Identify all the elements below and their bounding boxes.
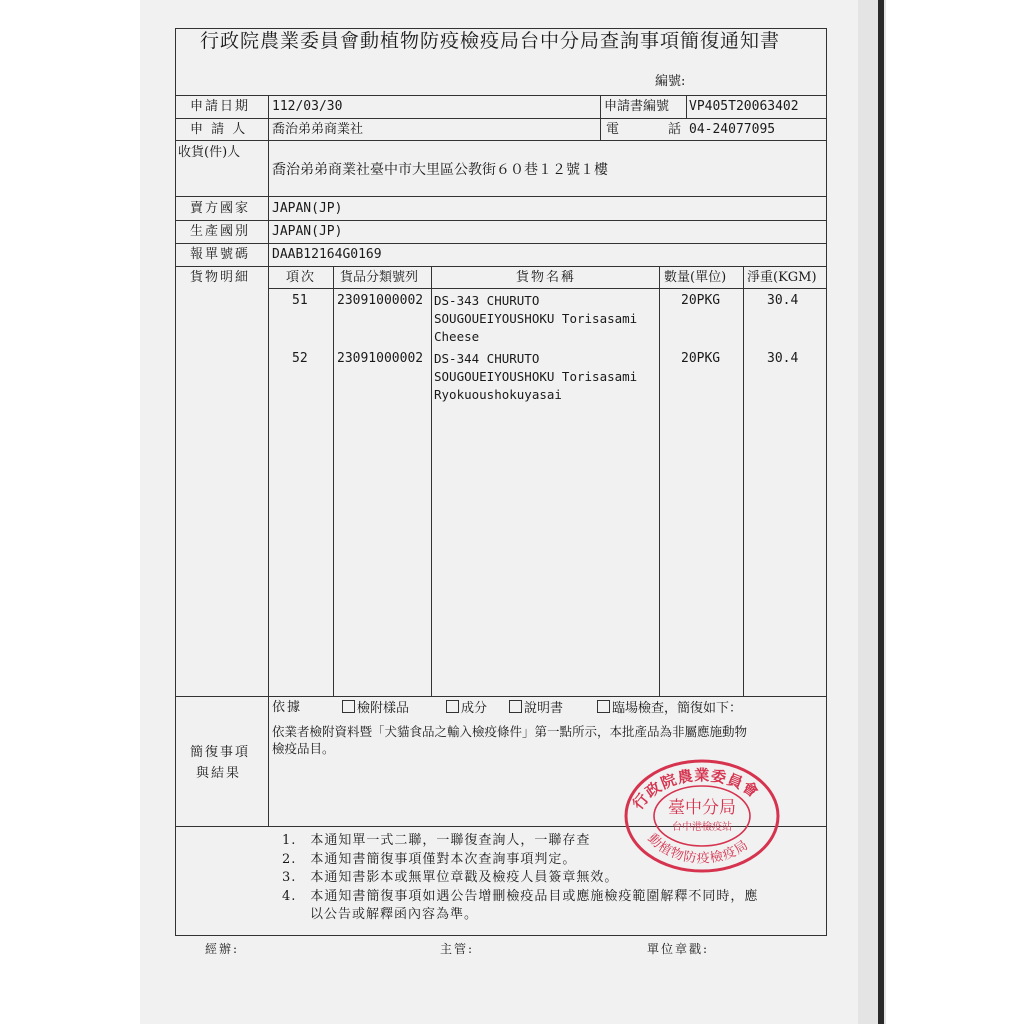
col-header-name: 貨物名稱 bbox=[516, 270, 577, 285]
row-item: 51 bbox=[292, 293, 308, 308]
col-divider bbox=[600, 95, 601, 140]
origin-country-value: JAPAN(JP) bbox=[272, 224, 343, 239]
row-weight: 30.4 bbox=[767, 351, 799, 366]
checkbox[interactable] bbox=[446, 700, 459, 713]
declaration-value: DAAB12164G0169 bbox=[272, 247, 382, 262]
seal-bottom-text: 動植物防疫檢疫局 bbox=[644, 831, 752, 867]
col-divider bbox=[431, 266, 432, 696]
phone-value: 04-24077095 bbox=[689, 122, 776, 137]
col-header-item: 項次 bbox=[286, 270, 317, 285]
row-name: DS-343 CHURUTO SOUGOUEIYOUSHOKU Torisasami Cheese bbox=[434, 293, 638, 344]
seal-center-text: 臺中分局 bbox=[668, 798, 736, 818]
col-header-qty: 數量(單位) bbox=[664, 270, 727, 285]
note-4-cont: 以公告或解釋函內容為準。 bbox=[282, 907, 479, 922]
row-divider bbox=[175, 140, 826, 141]
document-title: 行政院農業委員會動植物防疫檢疫局台中分局查詢事項簡復通知書 bbox=[200, 30, 781, 52]
row-qty: 20PKG bbox=[681, 351, 721, 366]
declaration-label: 報單號碼 bbox=[190, 247, 251, 262]
applicant-value: 喬治弟弟商業社 bbox=[272, 122, 364, 137]
basis-label: 依據 bbox=[272, 700, 303, 715]
option-inspection: 臨場檢查，簡復如下： bbox=[597, 700, 742, 717]
row-divider bbox=[175, 95, 826, 96]
col-header-code: 貨品分類號列 bbox=[340, 270, 419, 285]
col-divider bbox=[659, 266, 660, 696]
row-code: 23091000002 bbox=[337, 293, 424, 308]
checkbox[interactable] bbox=[509, 700, 522, 713]
phone-label: 電 bbox=[606, 122, 620, 137]
consignee-value: 喬治弟弟商業社臺中市大里區公教街６０巷１２號１樓 bbox=[272, 162, 608, 178]
official-seal-stamp bbox=[623, 758, 781, 874]
form-no-value: VP405T20063402 bbox=[689, 99, 799, 114]
row-divider bbox=[175, 266, 826, 267]
row-divider bbox=[175, 696, 826, 697]
row-divider bbox=[175, 196, 826, 197]
col-divider bbox=[743, 266, 744, 696]
supervisor-label: 主管: bbox=[440, 942, 475, 956]
origin-country-label: 生產國別 bbox=[190, 224, 251, 239]
note-2: 2. 本通知書簡復事項僅對本次查詢事項判定。 bbox=[282, 852, 577, 867]
reply-section-label: 簡復事項 bbox=[190, 745, 251, 760]
consignee-label: 收貨(件)人 bbox=[178, 145, 241, 160]
col-header-weight: 淨重(KGM) bbox=[747, 270, 817, 285]
reply-text-line1: 依業者檢附資料暨「犬貓食品之輸入檢疫條件」第一點所示，本批產品為非屬應施動物 bbox=[272, 724, 748, 739]
col-divider bbox=[333, 266, 334, 696]
row-name: DS-344 CHURUTO SOUGOUEIYOUSHOKU Torisasami Ryokuoushokuyasai bbox=[434, 351, 638, 402]
serial-label: 編號: bbox=[655, 74, 686, 89]
checkbox[interactable] bbox=[342, 700, 355, 713]
form-no-label: 申請書編號 bbox=[604, 99, 670, 114]
reply-section-label-2: 與結果 bbox=[196, 766, 242, 781]
option-manual: 說明書 bbox=[509, 700, 563, 717]
seller-country-value: JAPAN(JP) bbox=[272, 201, 343, 216]
seal-label: 單位章戳: bbox=[647, 942, 710, 956]
option-ingredients: 成分 bbox=[446, 700, 487, 717]
date-value: 112/03/30 bbox=[272, 99, 343, 114]
option-sample: 檢附樣品 bbox=[342, 700, 409, 717]
handler-label: 經辦: bbox=[205, 942, 240, 956]
note-1: 1. 本通知單一式二聯，一聯復查詢人，一聯存查 bbox=[282, 833, 591, 848]
row-divider bbox=[175, 118, 826, 119]
label-column-divider bbox=[268, 95, 269, 826]
checkbox[interactable] bbox=[597, 700, 610, 713]
row-qty: 20PKG bbox=[681, 293, 721, 308]
col-divider bbox=[686, 95, 687, 118]
seal-center-subtext: 台中港檢疫站 bbox=[672, 822, 732, 833]
applicant-label: 申 請 人 bbox=[190, 122, 248, 137]
seller-country-label: 賣方國家 bbox=[190, 201, 251, 216]
goods-section-label: 貨物明細 bbox=[190, 270, 251, 285]
note-4: 4. 本通知書簡復事項如遇公告增刪檢疫品目或應施檢疫範圍解釋不同時，應 bbox=[282, 889, 759, 904]
note-3: 3. 本通知書影本或無單位章戳及檢疫人員簽章無效。 bbox=[282, 870, 619, 885]
row-item: 52 bbox=[292, 351, 308, 366]
row-code: 23091000002 bbox=[337, 351, 424, 366]
reply-text-line2: 檢疫品目。 bbox=[272, 741, 335, 756]
seal-top-text: 行政院農業委員會 bbox=[628, 766, 763, 813]
scanner-border bbox=[878, 0, 884, 1024]
row-divider bbox=[175, 243, 826, 244]
row-weight: 30.4 bbox=[767, 293, 799, 308]
date-label: 申請日期 bbox=[190, 99, 251, 114]
phone-label-2: 話 bbox=[668, 122, 682, 137]
row-divider bbox=[175, 220, 826, 221]
